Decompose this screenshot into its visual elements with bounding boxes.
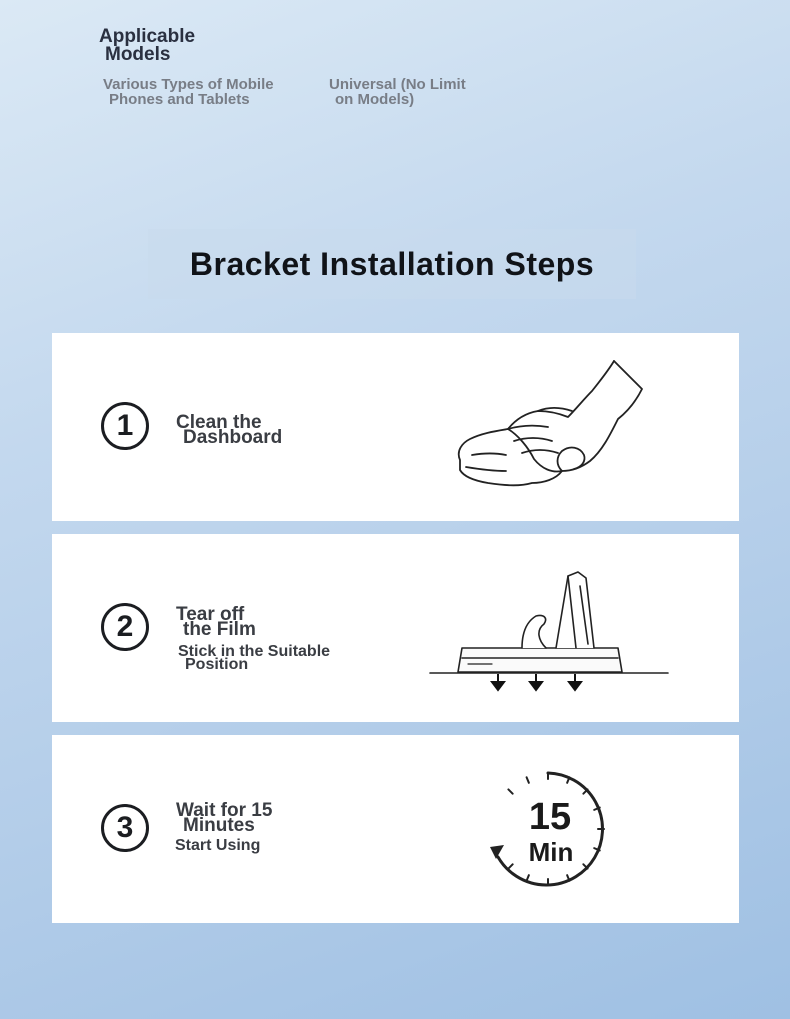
step-card-1 xyxy=(52,333,739,521)
models-col2-line1: Universal (No Limit xyxy=(329,77,466,93)
bracket-mount-icon xyxy=(428,568,670,696)
step-3-sub-line1: Start Using xyxy=(175,837,261,854)
step-card-2 xyxy=(52,534,739,722)
section-title: Bracket Installation Steps xyxy=(148,229,636,299)
step-2-subtitle xyxy=(178,645,330,671)
step-2-title-line2: the Film xyxy=(183,619,256,640)
timer-tick xyxy=(508,789,512,793)
step-number-1: 1 xyxy=(101,402,149,450)
step-3-title-line1: Wait for 15 xyxy=(176,800,273,821)
timer-unit: Min xyxy=(528,837,574,867)
models-col1-line1: Various Types of Mobile xyxy=(103,76,274,93)
timer-tick xyxy=(527,777,529,783)
step-card-3 xyxy=(52,735,739,923)
models-phones-tablets xyxy=(103,77,274,107)
models-universal xyxy=(329,77,497,107)
models-col1-line2: Phones and Tablets xyxy=(109,91,250,108)
models-title-line2: Models xyxy=(105,44,171,65)
step-2-sub-line1: Stick in the Suitable xyxy=(178,643,331,660)
timer-tick xyxy=(508,864,512,868)
models-col2-line2: on Models) xyxy=(335,91,415,107)
step-1-title xyxy=(176,412,283,448)
step-2-title xyxy=(176,604,256,640)
applicable-models-title xyxy=(99,28,195,64)
step-number-3: 3 xyxy=(101,804,149,852)
step-1-title-line2: Dashboard xyxy=(183,427,283,448)
step-number-2: 2 xyxy=(101,603,149,651)
step-3-subtitle xyxy=(175,839,260,852)
timer-value: 15 xyxy=(528,796,572,838)
step-2-sub-line2: Position xyxy=(185,656,249,673)
step-1-title-line1: Clean the xyxy=(176,412,262,433)
step-2-title-line1: Tear off xyxy=(176,604,245,625)
models-title-line1: Applicable xyxy=(99,26,196,47)
step-3-title xyxy=(176,800,273,836)
timer-icon xyxy=(482,767,612,891)
hand-wiping-icon xyxy=(452,355,652,495)
step-3-title-line2: Minutes xyxy=(183,815,255,836)
